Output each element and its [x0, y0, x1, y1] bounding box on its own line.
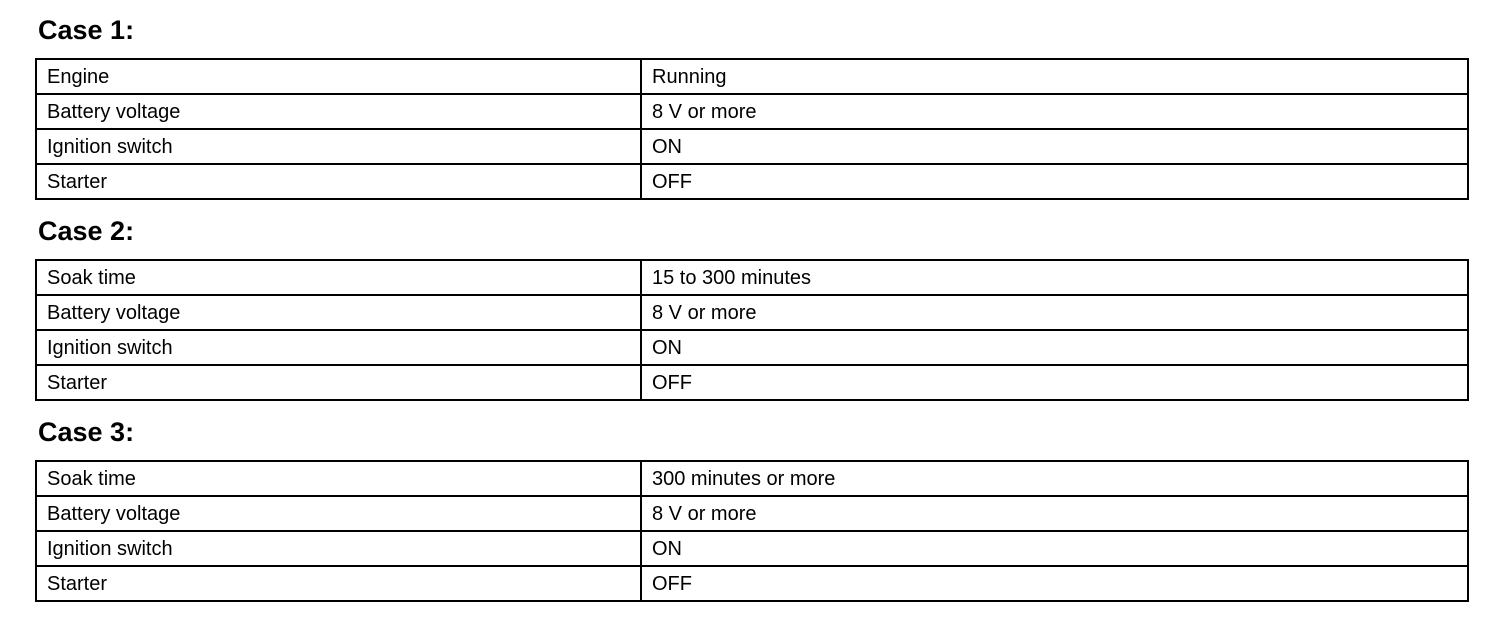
condition-value: 8 V or more	[641, 496, 1468, 531]
condition-label: Starter	[36, 365, 641, 400]
condition-label: Ignition switch	[36, 129, 641, 164]
condition-label: Battery voltage	[36, 295, 641, 330]
condition-label: Engine	[36, 59, 641, 94]
condition-value: ON	[641, 330, 1468, 365]
case-2-heading: Case 2:	[38, 216, 135, 246]
table-row	[36, 129, 1468, 164]
condition-value: Running	[641, 59, 1468, 94]
table-row	[36, 365, 1468, 400]
table-row	[36, 566, 1468, 601]
table-row	[36, 496, 1468, 531]
condition-label: Soak time	[36, 461, 641, 496]
condition-value: 300 minutes or more	[641, 461, 1468, 496]
condition-label: Battery voltage	[36, 94, 641, 129]
case-1-conditions-table	[35, 58, 1469, 200]
table-row	[36, 531, 1468, 566]
condition-label: Starter	[36, 164, 641, 199]
case-1-heading: Case 1:	[38, 15, 135, 45]
condition-label: Ignition switch	[36, 330, 641, 365]
table-row	[36, 164, 1468, 199]
condition-label: Ignition switch	[36, 531, 641, 566]
table-row	[36, 260, 1468, 295]
condition-value: OFF	[641, 164, 1468, 199]
case-3-heading: Case 3:	[38, 417, 135, 447]
table-row	[36, 59, 1468, 94]
condition-value: 15 to 300 minutes	[641, 260, 1468, 295]
condition-value: 8 V or more	[641, 295, 1468, 330]
table-row	[36, 94, 1468, 129]
table-row	[36, 330, 1468, 365]
table-row	[36, 461, 1468, 496]
condition-label: Starter	[36, 566, 641, 601]
condition-value: OFF	[641, 566, 1468, 601]
condition-label: Soak time	[36, 260, 641, 295]
case-2-conditions-table	[35, 259, 1469, 401]
case-3-conditions-table	[35, 460, 1469, 602]
table-row	[36, 295, 1468, 330]
condition-value: ON	[641, 129, 1468, 164]
condition-label: Battery voltage	[36, 496, 641, 531]
condition-value: OFF	[641, 365, 1468, 400]
condition-value: ON	[641, 531, 1468, 566]
condition-value: 8 V or more	[641, 94, 1468, 129]
